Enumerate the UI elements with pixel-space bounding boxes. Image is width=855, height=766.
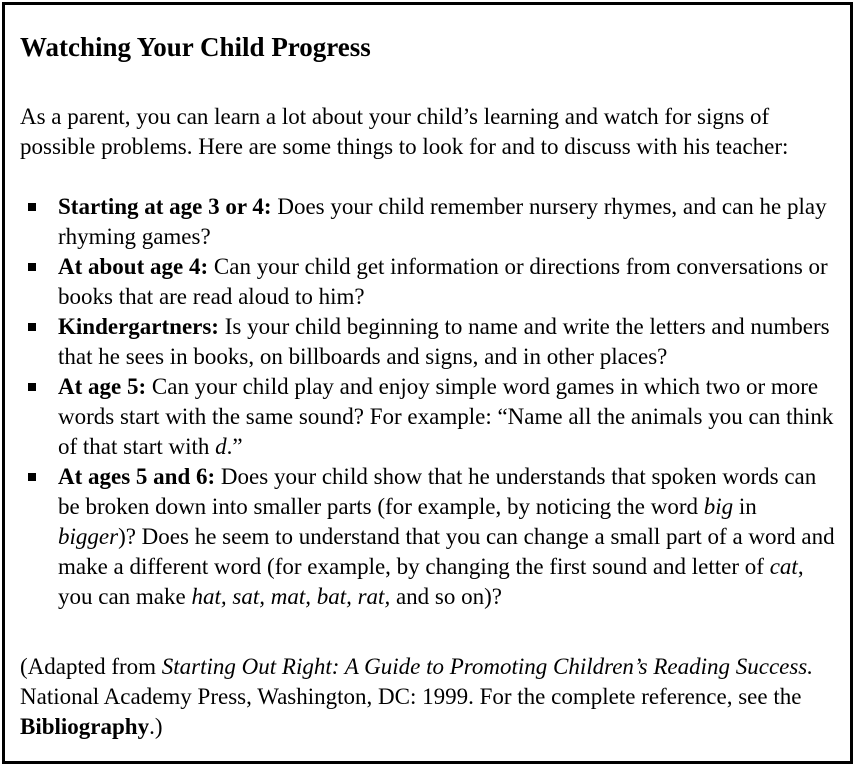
bullet-lead: Kindergartners: (58, 314, 219, 339)
bullet-lead: At age 5: (58, 374, 147, 399)
intro-paragraph: As a parent, you can learn a lot about your child’s learning and watch for signs of possible problems. Here are some things to look for and to discuss with his teacher: (20, 104, 789, 159)
list-item (20, 252, 836, 312)
bullet-lead: Starting at age 3 or 4: (58, 194, 272, 219)
list-item (20, 462, 836, 612)
bullet-lead: At about age 4: (58, 254, 209, 279)
source-attribution: (Adapted from Starting Out Right: A Guide to Promoting Children’s Reading Success. National Academy Press, Washington, DC: 1999. For the complete reference, see the Bibliography.) (20, 654, 814, 739)
list-item (20, 312, 836, 372)
bullet-square-icon (28, 473, 36, 481)
bullet-text: Does your child remember nursery rhymes, and can he play rhyming games? (58, 194, 827, 249)
bullet-text: Can your child get information or directions from conversations or books that are read aloud to him? (58, 254, 828, 309)
list-item (20, 372, 836, 462)
document-panel (2, 2, 853, 764)
bullet-square-icon (28, 323, 36, 331)
bullet-text: Does your child show that he understands that spoken words can be broken down into smaller parts (for example, by noticing the word big in bigger)? Does he seem to understand that you can change a small part of a word and make a different word (for example, by changing the first sound and letter of cat, you can make hat, sat, mat, bat, rat, and so on)? (58, 464, 835, 609)
bullet-text: Is your child beginning to name and write the letters and numbers that he sees in books, on billboards and signs, and in other places? (58, 314, 830, 369)
list-item (20, 192, 836, 252)
bullet-square-icon (28, 263, 36, 271)
bullet-square-icon (28, 203, 36, 211)
bullet-square-icon (28, 383, 36, 391)
bullet-text: Can your child play and enjoy simple word games in which two or more words start with the same sound? For example: “Name all the animals you can think of that start with d.” (58, 374, 834, 459)
bullet-lead: At ages 5 and 6: (58, 464, 216, 489)
page-title: Watching Your Child Progress (20, 32, 371, 62)
progress-checklist (20, 192, 836, 612)
